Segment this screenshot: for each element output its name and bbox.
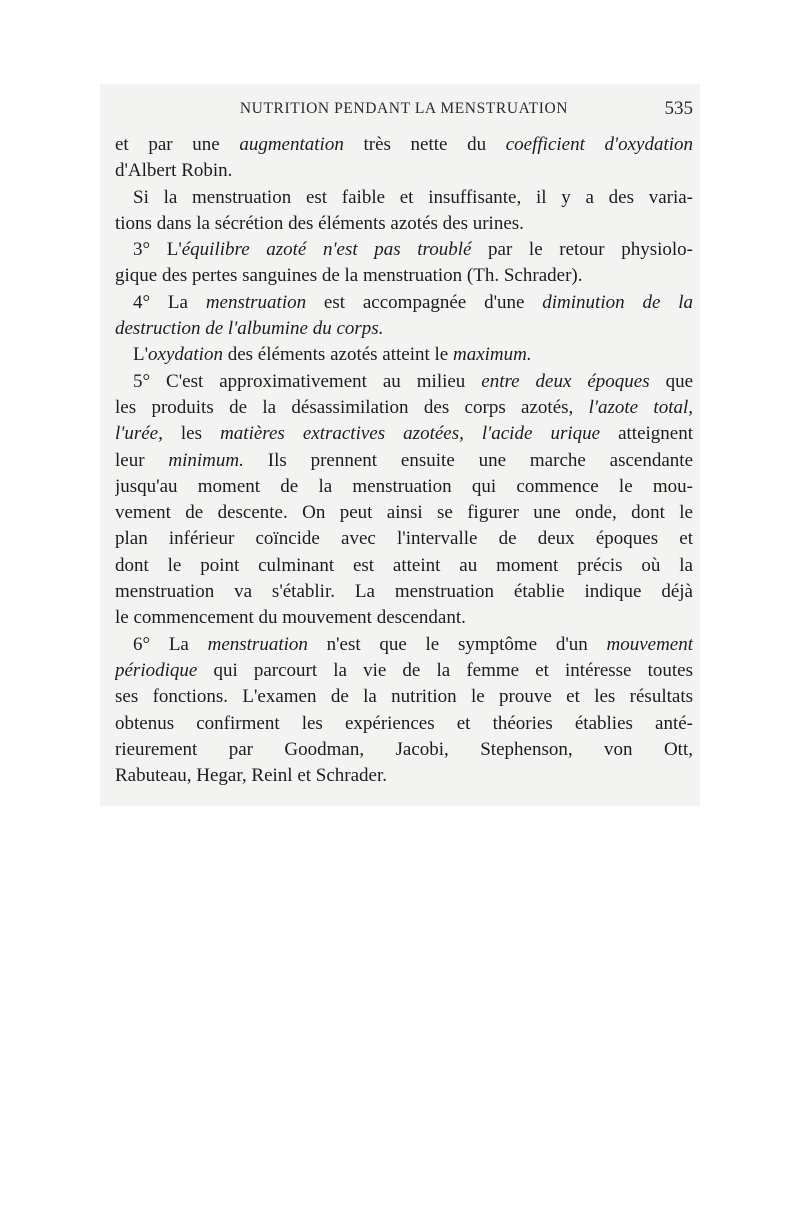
text-run: 6° La xyxy=(133,633,208,655)
text-line xyxy=(115,342,693,368)
italic-run: destruction de l'albumine du corps. xyxy=(115,318,384,340)
text-line xyxy=(115,632,693,658)
text-line xyxy=(115,737,693,763)
text-run: plan inférieur coïncide avec l'intervalle de deux époques et xyxy=(115,528,693,550)
text-line xyxy=(115,211,693,237)
text-line xyxy=(115,500,693,526)
text-run: d'Albert Robin. xyxy=(115,160,233,182)
text-line xyxy=(115,158,693,184)
text-run: que xyxy=(649,370,693,392)
italic-run: entre deux époques xyxy=(481,370,650,392)
text-run: 4° La xyxy=(133,291,206,313)
text-line xyxy=(115,711,693,737)
text-run: est accompagnée d'une xyxy=(306,291,543,313)
text-run: gique des pertes sanguines de la menstruation (Th. Schrader). xyxy=(115,265,583,287)
text-run: ses fonctions. L'examen de la nutrition le prouve et les résultats xyxy=(115,686,693,708)
italic-run: oxydation xyxy=(148,344,223,366)
text-run: Si la menstruation est faible et insuffisante, il y a des varia- xyxy=(133,186,693,208)
text-run xyxy=(464,423,482,444)
text-run: obtenus confirment les expériences et théories établies anté- xyxy=(115,712,693,734)
italic-run: périodique xyxy=(115,659,198,681)
text-run: atteignent xyxy=(600,423,693,445)
text-run: les produits de la désassimilation des corps azotés, xyxy=(115,396,589,418)
text-run: par le retour physiolo- xyxy=(471,239,693,261)
text-line xyxy=(115,237,693,263)
page-header xyxy=(115,96,693,126)
text-line xyxy=(115,421,693,447)
text-run: Ils prennent ensuite une marche ascendante xyxy=(243,449,693,471)
text-run: n'est que le symptôme d'un xyxy=(307,633,607,655)
text-line xyxy=(115,658,693,684)
italic-run: équilibre azoté n'est pas troublé xyxy=(181,239,472,261)
text-run: très nette du xyxy=(343,134,506,155)
text-line xyxy=(115,263,693,289)
text-line xyxy=(115,185,693,211)
text-line xyxy=(115,526,693,552)
text-line xyxy=(115,132,693,158)
italic-run: mouvement xyxy=(606,633,693,655)
text-run: 5° C'est approximativement au milieu xyxy=(133,370,482,392)
italic-run: menstruation xyxy=(205,291,307,313)
italic-run: augmentation xyxy=(239,134,344,155)
text-run: Rabuteau, Hegar, Reinl et Schrader. xyxy=(115,765,388,787)
text-run: 3° L' xyxy=(133,239,182,261)
text-run: tions dans la sécrétion des éléments azotés des urines. xyxy=(115,212,524,234)
text-run: vement de descente. On peut ainsi se figurer une onde, dont le xyxy=(115,502,693,524)
italic-run: minimum. xyxy=(168,449,244,471)
text-run: des éléments azotés atteint le xyxy=(222,344,453,366)
text-run: qui parcourt la vie de la femme et intéresse toutes xyxy=(197,659,693,681)
text-line xyxy=(115,316,693,342)
text-run: rieurement par Goodman, Jacobi, Stephenson, von Ott, xyxy=(115,738,693,760)
text-line xyxy=(115,605,693,631)
text-run: menstruation va s'établir. La menstruation établie indique déjà xyxy=(115,581,693,603)
italic-run: diminution de la xyxy=(542,291,693,313)
text-run: et par une xyxy=(115,134,240,155)
italic-run: matières extractives azotées, xyxy=(220,423,464,445)
text-line xyxy=(115,290,693,316)
text-line xyxy=(115,684,693,710)
text-line xyxy=(115,395,693,421)
text-run: jusqu'au moment de la menstruation qui commence le mou- xyxy=(115,475,693,497)
text-run: dont le point culminant est atteint au moment précis où la xyxy=(115,554,693,576)
text-line xyxy=(115,579,693,605)
italic-run: l'acide urique xyxy=(481,423,601,445)
italic-run: menstruation xyxy=(207,633,308,655)
text-line xyxy=(115,553,693,579)
running-head: NUTRITION PENDANT LA MENSTRUATION xyxy=(239,100,569,117)
body-text xyxy=(115,132,693,789)
text-line xyxy=(115,763,693,789)
italic-run: coefficient d'oxydation xyxy=(505,134,693,155)
italic-run: maximum. xyxy=(453,344,532,366)
text-line xyxy=(115,474,693,500)
text-line xyxy=(115,448,693,474)
page-number: 535 xyxy=(664,98,693,119)
text-run: le commencement du mouvement descendant. xyxy=(115,607,466,629)
text-run: L' xyxy=(133,344,149,366)
text-run: leur xyxy=(115,449,169,471)
text-line xyxy=(115,369,693,395)
italic-run: l'azote total, xyxy=(588,396,693,418)
text-run: les xyxy=(162,423,221,445)
italic-run: l'urée, xyxy=(115,423,163,445)
